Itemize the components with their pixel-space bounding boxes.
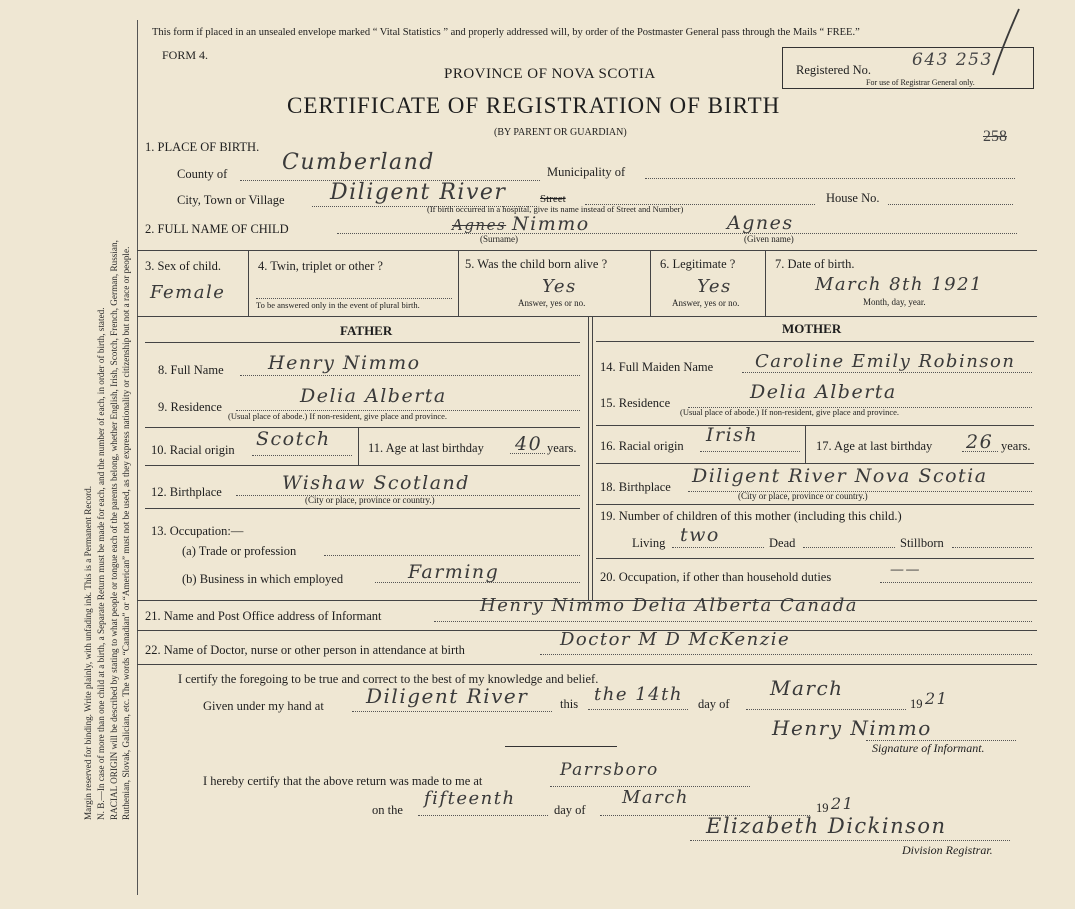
date-note: Month, day, year.: [863, 297, 926, 307]
margin-line-2: N. B.—In case of more than one child at a birth, a Separate Return must be made for each, and the number of each, in order of birth, stated.: [95, 307, 106, 820]
year-prefix: 19: [910, 697, 923, 711]
father-name-label: 8. Full Name: [158, 363, 224, 377]
doctor-rule: [137, 664, 1037, 665]
mother-occupation-line: [880, 582, 1032, 583]
father-race-line: [252, 455, 352, 456]
father-race-label: 10. Racial origin: [151, 443, 235, 457]
business-value: Farming: [408, 561, 500, 583]
living-label: Living: [632, 536, 666, 550]
business-label: (b) Business in which employed: [182, 572, 344, 586]
dead-label: Dead: [769, 536, 796, 550]
form-number: FORM 4.: [162, 48, 209, 62]
father-name-line: [240, 375, 580, 376]
signature-caption: Signature of Informant.: [872, 741, 985, 755]
sex-label: 3. Sex of child.: [145, 259, 222, 273]
dead-line: [803, 547, 895, 548]
check-stroke-icon: [985, 5, 1025, 95]
mother-name-value: Caroline Emily Robinson: [755, 351, 1016, 372]
registered-label: Registered No.: [796, 63, 871, 77]
margin-line-4: Ruthenian, Slovak, Galician, etc. The words “Canadian” or “American” must not be used, as they express nationality or citizenship but not a race or people.: [121, 246, 132, 820]
father-residence-label: 9. Residence: [158, 400, 222, 414]
mother-race-value: Irish: [706, 424, 759, 446]
father-occupation-label: 13. Occupation:—: [151, 524, 244, 538]
registrar-day-of-label: day of: [554, 803, 586, 817]
father-name-value: Henry Nimmo: [268, 352, 421, 374]
mother-residence-value: Delia Alberta: [750, 381, 897, 403]
this-label: this: [560, 697, 579, 711]
father-heading: FATHER: [340, 323, 393, 338]
section-separator: [505, 746, 617, 747]
county-value: Cumberland: [282, 150, 435, 175]
on-the-label: on the: [372, 803, 403, 817]
doctor-value: Doctor M D McKenzie: [560, 629, 791, 650]
mother-birthplace-note: (City or place, province or country.): [738, 491, 868, 501]
father-residence-value: Delia Alberta: [300, 385, 447, 407]
stillborn-line: [952, 547, 1032, 548]
margin-instructions: [82, 240, 133, 820]
certificate-title: CERTIFICATE OF REGISTRATION OF BIRTH: [287, 93, 781, 118]
row3-div-4: [765, 250, 766, 316]
given-caption: (Given name): [744, 234, 794, 244]
father-birthplace-note: (City or place, province or country.): [305, 495, 435, 505]
mother-race-div: [805, 425, 806, 463]
father-rule-1: [145, 427, 580, 428]
date-label: 7. Date of birth.: [775, 257, 855, 271]
father-birthplace-label: 12. Birthplace: [151, 485, 222, 499]
mother-age-unit: years.: [1001, 439, 1031, 453]
alive-label: 5. Was the child born alive ?: [465, 257, 608, 271]
living-value: two: [680, 524, 720, 546]
child-surname-struck: Agnes: [452, 216, 507, 234]
mother-occupation-label: 20. Occupation, if other than household duties: [600, 570, 832, 584]
trade-label: (a) Trade or profession: [182, 544, 297, 558]
row3-bottom-rule: [137, 316, 1037, 317]
doctor-line: [540, 654, 1032, 655]
mother-occupation-value: ——: [890, 562, 921, 578]
margin-line-3: RACIAL ORIGIN will be described by stating to what people or tongue each of the parents belong, whether English, Irish, Scotch, French, German, Russian,: [108, 240, 119, 820]
informant-value: Henry Nimmo Delia Alberta Canada: [480, 595, 858, 616]
parents-divider: [588, 316, 589, 600]
mother-residence-note: (Usual place of abode.) If non-resident, give place and province.: [680, 407, 900, 417]
twin-line: [256, 298, 452, 299]
row3-div-2: [458, 250, 459, 316]
certify-line: I certify the foregoing to be true and correct to the best of my knowledge and belief.: [178, 672, 599, 686]
day-line: [588, 709, 688, 710]
twin-label: 4. Twin, triplet or other ?: [258, 259, 383, 273]
registrar-signature-line: [690, 840, 1010, 841]
house-label: House No.: [826, 191, 880, 205]
registrar-day-value: fifteenth: [424, 788, 516, 809]
stillborn-label: Stillborn: [900, 536, 944, 550]
mother-birthplace-label: 18. Birthplace: [600, 480, 671, 494]
father-rule-3: [145, 508, 580, 509]
registrar-caption: Division Registrar.: [902, 843, 993, 857]
father-age-unit: years.: [547, 441, 577, 455]
father-race-value: Scotch: [256, 428, 331, 450]
twin-note: To be answered only in the event of plural birth.: [256, 300, 420, 310]
child-surname-value: Nimmo: [512, 213, 590, 235]
place-heading: 1. PLACE OF BIRTH.: [145, 140, 260, 154]
child-given-value: Agnes: [727, 212, 794, 234]
mother-name-line: [742, 372, 1032, 373]
hospital-note: (If birth occurred in a hospital, give its name instead of Street and Number): [427, 204, 684, 214]
registrar-signature: Elizabeth Dickinson: [706, 814, 947, 838]
day-of-label: day of: [698, 697, 730, 711]
children-label: 19. Number of children of this mother (including this child.): [600, 509, 902, 523]
registered-number: 643 253: [912, 50, 993, 70]
mother-rule-1: [596, 425, 1034, 426]
mother-residence-label: 15. Residence: [600, 396, 671, 410]
registered-note: For use of Registrar General only.: [866, 78, 975, 87]
struck-number: 258: [983, 128, 1007, 145]
mother-race-line: [700, 451, 800, 452]
registrar-day-line: [418, 815, 548, 816]
row3-div-1: [248, 250, 249, 316]
father-race-div: [358, 427, 359, 465]
given-label: Given under my hand at: [203, 699, 324, 713]
county-label: County of: [177, 167, 228, 181]
living-line: [672, 547, 764, 548]
given-place-line: [352, 711, 552, 712]
father-age-value: 40: [515, 433, 543, 455]
mother-heading-rule: [596, 341, 1034, 342]
parents-divider-2: [592, 316, 593, 600]
sex-value: Female: [150, 282, 226, 303]
mail-notice: This form if placed in an unsealed envelope marked “ Vital Statistics ” and properly addressed will, by order of the Postmaster General pass through the Mails “ FREE.”: [152, 27, 860, 38]
row3-div-3: [650, 250, 651, 316]
child-name-line: [337, 233, 1017, 234]
father-heading-rule: [145, 342, 580, 343]
alive-note: Answer, yes or no.: [518, 298, 586, 308]
mother-birthplace-value: Diligent River Nova Scotia: [692, 465, 988, 487]
registrar-place-value: Parrsboro: [560, 760, 659, 780]
legit-label: 6. Legitimate ?: [660, 257, 736, 271]
legit-value: Yes: [697, 276, 732, 297]
certificate-subtitle: (BY PARENT OR GUARDIAN): [494, 127, 627, 138]
mother-age-value: 26: [966, 431, 994, 453]
mother-rule-4: [596, 558, 1034, 559]
city-label: City, Town or Village: [177, 193, 285, 207]
father-age-label: 11. Age at last birthday: [368, 441, 484, 455]
mother-name-label: 14. Full Maiden Name: [600, 360, 714, 374]
day-value: the 14th: [594, 684, 683, 705]
municipality-label: Municipality of: [547, 165, 626, 179]
father-birthplace-value: Wishaw Scotland: [282, 472, 470, 494]
date-value: March 8th 1921: [815, 274, 983, 295]
informant-label: 21. Name and Post Office address of Informant: [145, 609, 382, 623]
mother-heading: MOTHER: [782, 321, 842, 336]
child-name-label: 2. FULL NAME OF CHILD: [145, 222, 289, 236]
row3-top-rule: [137, 250, 1037, 251]
mother-rule-2: [596, 463, 1034, 464]
surname-caption: (Surname): [480, 234, 518, 244]
year-value: 21: [925, 689, 949, 708]
mother-race-label: 16. Racial origin: [600, 439, 684, 453]
margin-rule: [137, 20, 138, 895]
registrar-year-prefix: 19: [816, 801, 829, 815]
month-value: March: [770, 676, 844, 700]
doctor-label: 22. Name of Doctor, nurse or other person in attendance at birth: [145, 643, 465, 657]
informant-signature: Henry Nimmo: [772, 716, 932, 740]
province-heading: PROVINCE OF NOVA SCOTIA: [444, 66, 656, 82]
municipality-line: [645, 178, 1015, 179]
registrar-month-value: March: [622, 787, 689, 808]
father-rule-2: [145, 465, 580, 466]
margin-line-1: Margin reserved for binding. Write plainly, with unfading ink. This is a Permanent Record.: [83, 485, 93, 820]
given-place-value: Diligent River: [366, 684, 529, 708]
informant-line: [434, 621, 1032, 622]
legit-note: Answer, yes or no.: [672, 298, 740, 308]
month-line: [746, 709, 906, 710]
street-label: Street: [540, 193, 566, 205]
alive-value: Yes: [542, 276, 577, 297]
father-residence-note: (Usual place of abode.) If non-resident, give place and province.: [228, 411, 448, 421]
trade-line: [324, 555, 580, 556]
house-line: [888, 204, 1013, 205]
city-value: Diligent River: [330, 180, 507, 205]
mother-rule-3: [596, 504, 1034, 505]
registrar-year-value: 21: [831, 794, 855, 813]
registrar-line: I hereby certify that the above return was made to me at: [203, 774, 483, 788]
mother-age-label: 17. Age at last birthday: [816, 439, 933, 453]
